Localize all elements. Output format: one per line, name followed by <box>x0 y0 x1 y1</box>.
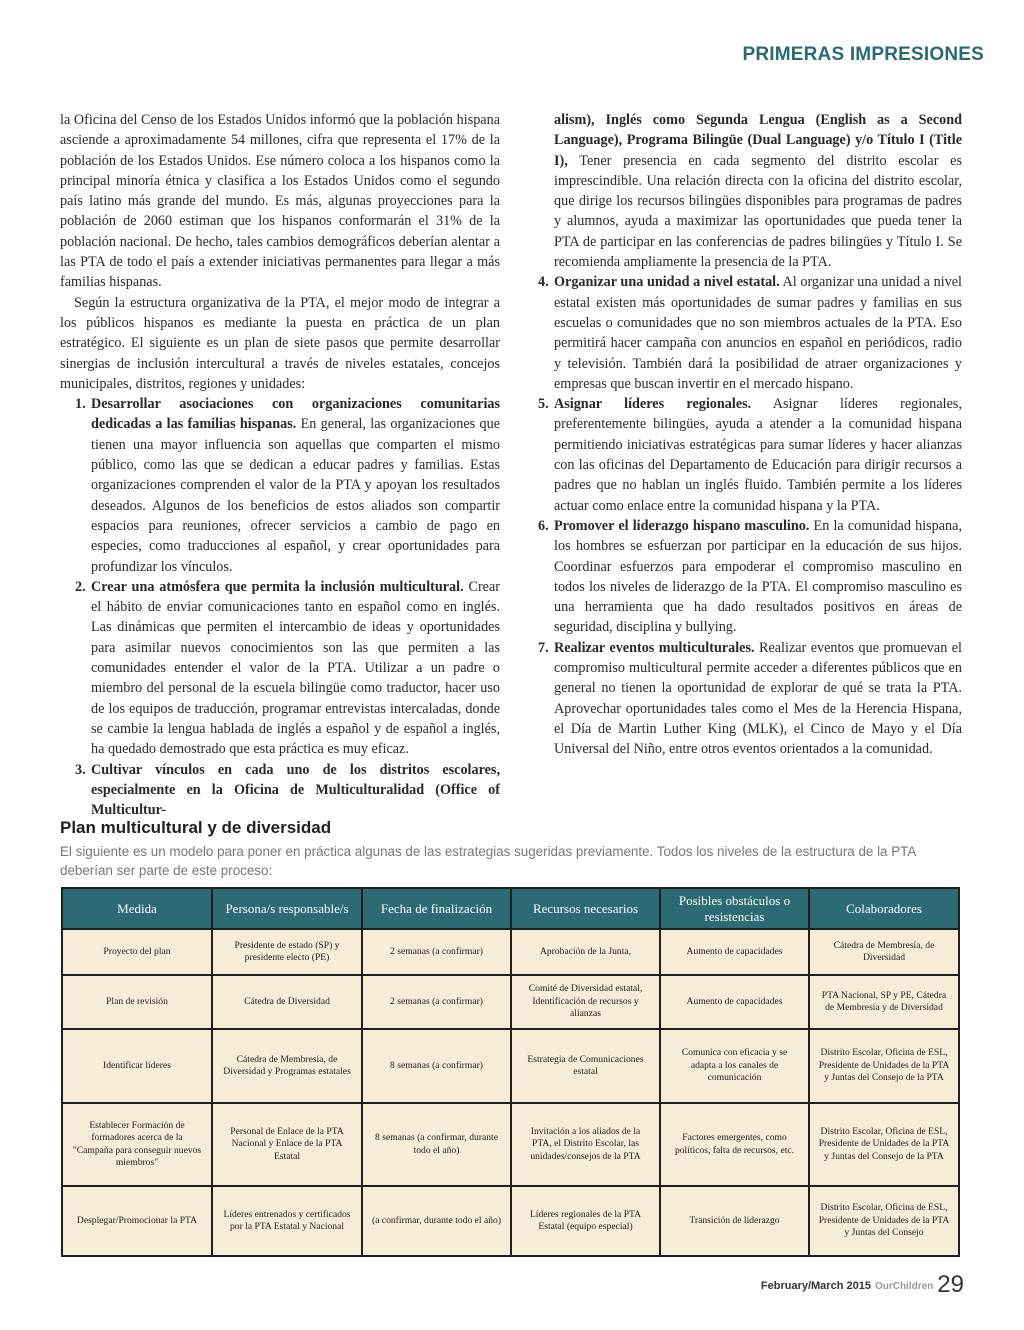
step-heading: Crear una atmósfera que permita la inclusión multicultural. <box>91 578 464 595</box>
table-cell: Cátedra de Diversidad <box>212 975 362 1029</box>
column-header: Medida <box>62 888 212 929</box>
table-cell: Proyecto del plan <box>62 929 212 975</box>
table-header-row <box>62 888 959 929</box>
step-number: 7. <box>538 639 549 656</box>
step-3 <box>60 760 500 821</box>
section-header: PRIMERAS IMPRESIONES <box>742 44 984 65</box>
table-cell: Presidente de estado (SP) y presidente electo (PE) <box>212 929 362 975</box>
step-heading: Organizar una unidad a nivel estatal. <box>554 274 780 291</box>
step-heading: Cultivar vínculos en cada uno de los distritos escolares, especialmente en la Oficina de Multiculturalidad (Office of Multicultur- <box>91 761 500 819</box>
step-heading: Asignar líderes regionales. <box>554 396 752 413</box>
step-7 <box>538 638 962 760</box>
step-heading: Realizar eventos multiculturales. <box>554 639 755 656</box>
step-heading: Desarrollar asociaciones con organizaciones comunitarias dedicadas a las familias hispanas. <box>91 396 500 433</box>
step-number: 6. <box>538 517 549 534</box>
table-cell: Plan de revisión <box>62 975 212 1029</box>
table-cell: 8 semanas (a confirmar) <box>362 1029 511 1103</box>
table-cell: Identificar líderes <box>62 1029 212 1103</box>
column-header: Posibles obstáculos o resistencias <box>660 888 809 929</box>
page-number: 29 <box>937 1271 964 1298</box>
plan-intro: El siguiente es un modelo para poner en práctica algunas de las estrategias sugeridas previamente. Todos los niveles de la estructura de la PTA deberían ser parte de este proceso: <box>60 844 916 878</box>
article-column-left <box>60 110 500 820</box>
plan-title: Plan multicultural y de diversidad <box>60 818 332 837</box>
step-heading: Promover el liderazgo hispano masculino. <box>554 517 810 534</box>
column-header: Recursos necesarios <box>511 888 660 929</box>
column-header: Fecha de finalización <box>362 888 511 929</box>
step-number: 5. <box>538 396 549 413</box>
article-column-right <box>538 110 962 760</box>
table-cell: Aumento de capacidades <box>660 975 809 1029</box>
table-cell: Distrito Escolar, Oficina de ESL, Presidente de Unidades de la PTA y Juntas del Consejo de la PTA <box>809 1103 959 1186</box>
step-body: Al organizar una unidad a nivel estatal existen más oportunidades de sumar padres y familias en sus escuelas o comunidades que no son miembros actuales de la PTA. Eso permitirá hacer campaña con anuncios en español en periódicos, radio y televisión. También dará la posibilidad de atraer organizaciones y empresas que buscan invertir en el mercado hispano. <box>554 274 962 392</box>
step-number: 3. <box>75 761 86 778</box>
magazine-name: OurChildren <box>874 1281 934 1292</box>
step-heading: alism), Inglés como Segunda Lengua (English as a Second Language), Programa Bilingüe (Dual Language) y/o Título I (Title I), <box>554 112 962 169</box>
column-header: Persona/s responsable/s <box>212 888 362 929</box>
table-cell: Aumento de capacidades <box>660 929 809 975</box>
step-body: En general, las organizaciones que tienen una mayor influencia son aquellas que comparten el mismo público, como las que se dedican a educar padres y familias. Estas organizaciones comprenden el valor de la PTA y apoyan los resultados deseados. Algunos de los beneficios de estos aliados son compartir espacios para reuniones, ofrecer servicios a cambio de pago en especies, como traducciones al español, y crear oportunidades para profundizar los vínculos. <box>91 416 500 575</box>
table-row <box>62 1029 959 1103</box>
step-body: Asignar líderes regionales, preferentemente bilingües, ayuda a atender a la comunidad hispana permitiendo iniciativas estratégicas para sumar líderes y hacer alianzas con las oficinas del Departamento de Educación para dirigir recursos a padres que no hablan un inglés fluido. También permite a los líderes actuar como enlace entre la comunidad hispana y la PTA. <box>554 396 962 514</box>
table-cell: Líderes regionales de la PTA Estatal (equipo especial) <box>511 1186 660 1256</box>
step-6 <box>538 516 962 638</box>
step-4 <box>538 272 962 394</box>
issue-date: February/March 2015 <box>760 1280 871 1292</box>
step-1 <box>60 394 500 577</box>
step-number: 4. <box>538 274 549 291</box>
page-footer <box>761 1271 964 1299</box>
table-cell: Distrito Escolar, Oficina de ESL, Presidente de Unidades de la PTA y Juntas del Consejo <box>809 1186 959 1256</box>
step-body: Realizar eventos que promuevan el compromiso multicultural permite acceder a diferentes públicos que en general no tienen la oportunidad de explorar de qué se trata la PTA. Aprovechar oportunidades tales como el Mes de la Herencia Hispana, el Día de Martin Luther King (MLK), el Cinco de Mayo y el Día Universal del Niño, entre otros eventos orientados a la comunidad. <box>554 639 962 758</box>
table-cell: Invitación a los aliados de la PTA, el Distrito Escolar, las unidades/consejos de la PTA <box>511 1103 660 1186</box>
table-cell: Transición de liderazgo <box>660 1186 809 1256</box>
table-cell: Comunica con eficacia y se adapta a los canales de comunicación <box>660 1029 809 1103</box>
plan-table <box>61 887 960 1257</box>
table-cell: Personal de Enlace de la PTA Nacional y Enlace de la PTA Estatal <box>212 1103 362 1186</box>
step-body: Tener presencia en cada segmento del distrito escolar es imprescindible. Una relación directa con la oficina del distrito escolar, que dirige los recursos bilingües disponibles para programas de padres y alumnos, ayuda a maximizar las oportunidades que pueda tener la PTA de participar en las conferencias de padres bilingües y Título I. Se recomienda ampliamente la presencia de la PTA. <box>554 152 962 271</box>
paragraph: la Oficina del Censo de los Estados Unidos informó que la población hispana asciende a aproximadamente 54 millones, cifra que representa el 17% de la población de los Estados Unidos. Ese número coloca a los hispanos como la principal minoría étnica y clasifica a los Estados Unidos como el segundo país latino más grande del mundo. Es más, algunas proyecciones para la población de 2060 estiman que los hispanos conformarán el 31% de la población nacional. De hecho, tales cambios demográficos deberían alentar a las PTA de todo el país a extender iniciativas permanentes para llegar a más familias hispanas. <box>60 112 500 291</box>
table-cell: Cátedra de Membresía, de Diversidad <box>809 929 959 975</box>
table-row <box>62 1103 959 1186</box>
table-cell: Aprobación de la Junta, <box>511 929 660 975</box>
table-cell: Comité de Diversidad estatal, Identificación de recursos y alianzas <box>511 975 660 1029</box>
table-cell: Desplegar/Promocionar la PTA <box>62 1186 212 1256</box>
table-cell: Establecer Formación de formadores acerca de la "Campaña para conseguir nuevos miembros" <box>62 1103 212 1186</box>
table-cell: PTA Nacional, SP y PE, Cátedra de Membresía y de Diversidad <box>809 975 959 1029</box>
step-body: Crear el hábito de enviar comunicaciones tanto en español como en inglés. Las dinámicas que permiten el intercambio de ideas y oportunidades para asimilar nuevos conocimientos son las que permiten a las comunidades entender el valor de la PTA. Utilizar a un padre o miembro del personal de la escuela bilingüe como traductor, hacer uso de los equipos de traducción, programar entrevistas intercaladas, donde se cambie la lengua hablada de inglés a español y de español a inglés, ha quedado demostrado que esta práctica es muy eficaz. <box>91 578 500 758</box>
table-row <box>62 975 959 1029</box>
table-row <box>62 1186 959 1256</box>
table-cell: 8 semanas (a confirmar, durante todo el año) <box>362 1103 511 1186</box>
table-cell: Líderes entrenados y certificados por la PTA Estatal y Nacional <box>212 1186 362 1256</box>
step-number: 1. <box>75 396 86 413</box>
column-header: Colaboradores <box>809 888 959 929</box>
table-cell: Estrategia de Comunicaciones estatal <box>511 1029 660 1103</box>
paragraph: Según la estructura organizativa de la PTA, el mejor modo de integrar a los públicos hispanos es mediante la puesta en práctica de un plan estratégico. El siguiente es un plan de siete pasos que permite desarrollar sinergias de inclusión intercultural a través de niveles estatales, concejos municipales, distritos, regiones y unidades: <box>60 294 500 392</box>
table-cell: (a confirmar, durante todo el año) <box>362 1186 511 1256</box>
table-cell: 2 semanas (a confirmar) <box>362 975 511 1029</box>
table-cell: 2 semanas (a confirmar) <box>362 929 511 975</box>
table-cell: Distrito Escolar, Oficina de ESL, Presidente de Unidades de la PTA y Juntas del Consejo de la PTA <box>809 1029 959 1103</box>
step-5 <box>538 394 962 516</box>
step-2 <box>60 577 500 760</box>
table-row <box>62 929 959 975</box>
table-cell: Cátedra de Membresía, de Diversidad y Programas estatales <box>212 1029 362 1103</box>
step-number: 2. <box>75 578 86 595</box>
step-body: En la comunidad hispana, los hombres se esfuerzan por participar en la educación de sus hijos. Coordinar esfuerzos para empoderar el compromiso masculino en todos los niveles de liderazgo de la PTA. El compromiso masculino es una herramienta que ha dado resultados positivos en áreas de seguridad, disciplina y bullying. <box>554 517 962 636</box>
table-cell: Factores emergentes, como políticos, falta de recursos, etc. <box>660 1103 809 1186</box>
step-3-continued <box>538 110 962 272</box>
